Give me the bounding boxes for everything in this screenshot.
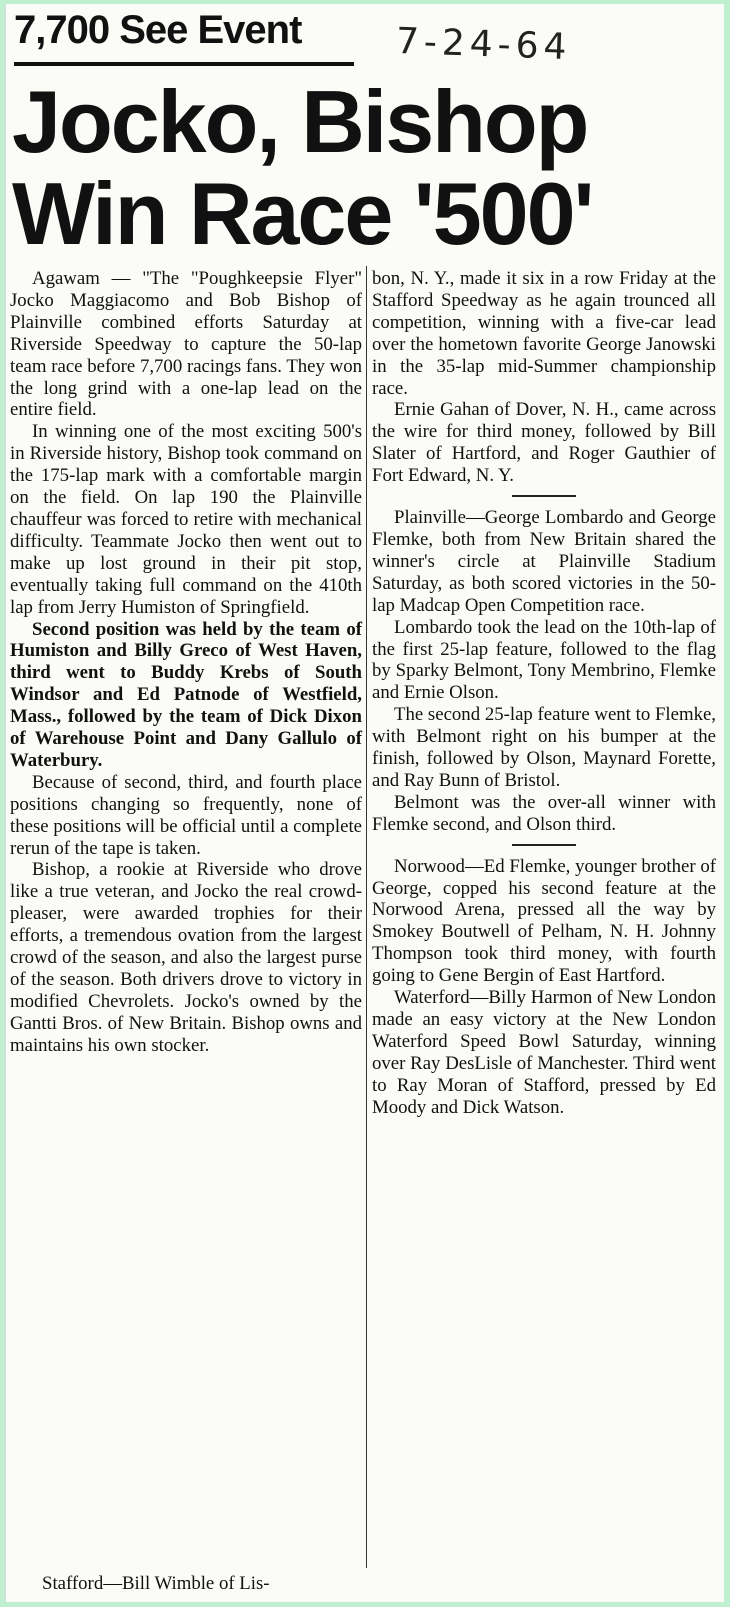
article-paragraph: Belmont was the over-all winner with Flemke second, and Olson third. bbox=[372, 791, 716, 835]
headline-line-1: Jocko, Bishop bbox=[12, 72, 588, 171]
handwritten-date: 7-24-64 bbox=[395, 20, 573, 69]
article-paragraph: Because of second, third, and fourth place positions changing so frequently, none of these positions will be official until a complete rerun of the tape is taken. bbox=[10, 771, 362, 859]
article-paragraph: Waterford—Billy Harmon of New London made an easy victory at the New London Waterford Speed Bowl Saturday, winning over Ray DesLisle of Manchester. Third went to Ray Moran of Stafford, pressed by Ed Moody and Dick Watson. bbox=[372, 987, 716, 1118]
article-paragraph-bold: Second position was held by the team of Humiston and Billy Greco of West Haven, third went to Buddy Krebs of South Windsor and Ed Patnode of Westfield, Mass., followed by the team of Dick Dixon of Warehouse Point and Dany Gallulo of Waterbury. bbox=[10, 618, 362, 771]
article-paragraph: Agawam — "The "Poughkeepsie Flyer" Jocko Maggiacomo and Bob Bishop of Plainville combined efforts Saturday at Riverside Speedway to capture the 50-lap team race before 7,700 racings fans. They won the long grind with a one-lap lead on the entire field. bbox=[10, 268, 362, 421]
article-paragraph: Plainville—George Lombardo and George Flemke, both from New Britain shared the winner's circle at Plainville Stadium Saturday, as both scored victories in the 50-lap Madcap Open Competition race. bbox=[372, 507, 716, 616]
article-paragraph: Bishop, a rookie at Riverside who drove like a true veteran, and Jocko the real crowd-pleaser, were awarded trophies for their efforts, a tremendous ovation from the largest crowd of the season, and also the largest purse of the season. Both drivers drove to victory in modified Chevrolets. Jocko's owned by the Gantti Bros. of New Britain. Bishop owns and maintains his own stocker. bbox=[10, 859, 362, 1056]
main-headline bbox=[12, 72, 593, 263]
article-paragraph: Lombardo took the lead on the 10th-lap of the first 25-lap feature, followed to the flag by Sparky Belmont, Tony Membrino, Flemke and Ernie Olson. bbox=[372, 616, 716, 704]
headline-line-2: Win Race '500' bbox=[12, 164, 593, 263]
article-paragraph-continued: bon, N. Y., made it six in a row Friday at the Stafford Speedway as he again trounced all competition, winning with a five-car lead over the hometown favorite George Janowski in the 35-lap mid-Summer championship race. bbox=[372, 268, 716, 399]
article-paragraph: The second 25-lap feature went to Flemke, with Belmont right on his bumper at the finish, followed by Olson, Maynard Forette, and Ray Bunn of Bristol. bbox=[372, 704, 716, 791]
section-separator bbox=[512, 844, 576, 846]
article-paragraph: Norwood—Ed Flemke, younger brother of George, copped his second feature at the Norwood Arena, pressed all the way by Smokey Boutwell of Pelham, N. H. Johnny Thompson took third money, with fourth going to Gene Bergin of East Hartford. bbox=[372, 855, 716, 987]
article-paragraph: In winning one of the most exciting 500's in Riverside history, Bishop took command on the 175-lap mark with a comfortable margin on the field. On lap 190 the Plainville chauffeur was forced to retire with mechanical difficulty. Teammate Jocko then went out to make up lost ground in their pit stop, eventually taking full command on the 410th lap from Jerry Humiston of Springfield. bbox=[10, 421, 362, 618]
footer-line: Stafford—Bill Wimble of Lis- bbox=[42, 1573, 270, 1594]
column-divider bbox=[366, 266, 367, 1568]
kicker-underline bbox=[14, 62, 354, 66]
newspaper-clipping bbox=[4, 4, 724, 1602]
left-column bbox=[10, 268, 362, 1057]
article-paragraph: Ernie Gahan of Dover, N. H., came across the wire for third money, followed by Bill Slater of Hartford, and Roger Gauthier of Fort Edward, N. Y. bbox=[372, 399, 716, 487]
right-column bbox=[372, 268, 716, 1119]
section-separator bbox=[512, 495, 576, 497]
kicker-headline: 7,700 See Event bbox=[14, 8, 302, 52]
